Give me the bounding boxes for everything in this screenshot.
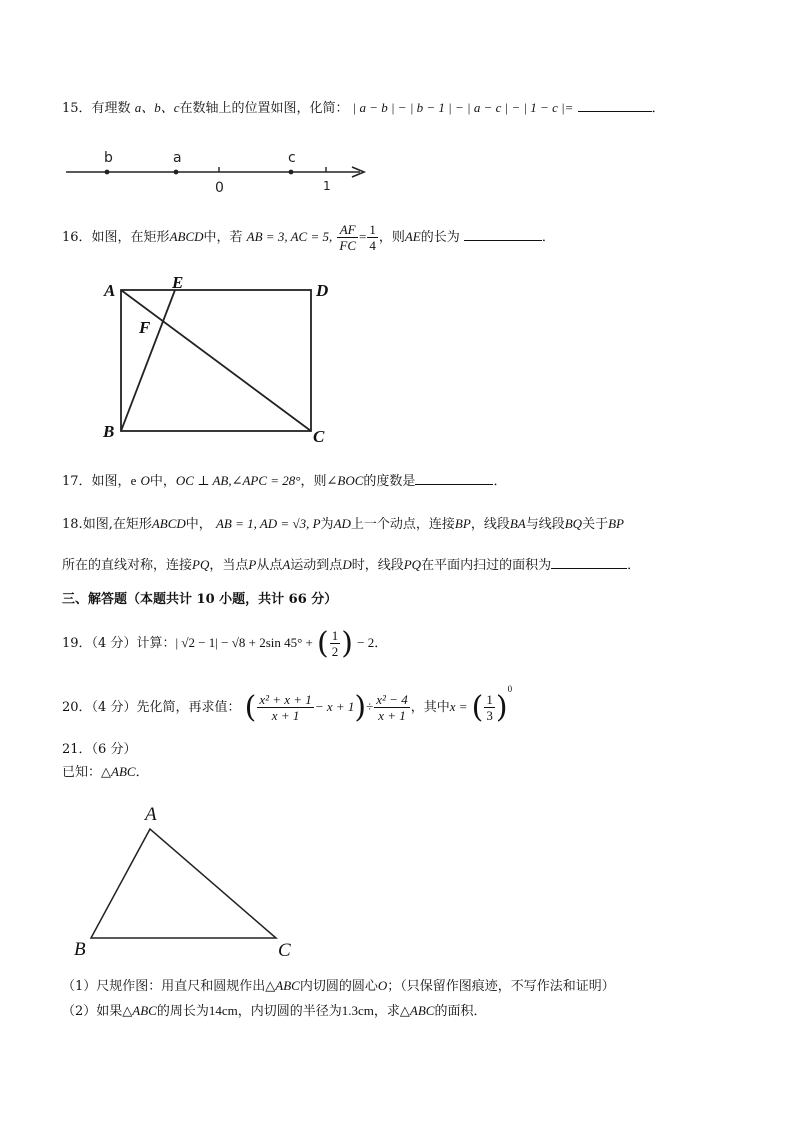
question-18-line-1: 18.如图,在矩形ABCD中， AB = 1, AD = √3, P为AD上一个动点，连接BP，线段BA与线段BQ关于BP: [62, 516, 624, 532]
question-number: 18.: [62, 517, 83, 532]
label-c: c: [288, 150, 296, 166]
vertex-b: B: [103, 422, 115, 441]
vertex-c: C: [278, 940, 291, 961]
question-21-given: 已知：△ABC．: [62, 764, 149, 780]
fraction-one-half: $\frac{1}{2}$: [331, 628, 339, 659]
triangle-abc: [91, 829, 276, 938]
question-number: 17．: [62, 474, 92, 489]
question-number: 20．: [62, 700, 92, 715]
vertex-a: A: [145, 804, 157, 825]
point-f: F: [139, 318, 151, 337]
section-heading: 三、解答题（本题共计 10 小题，共计 66 分）: [62, 592, 338, 607]
question-number: 21．: [62, 742, 92, 757]
fraction-1: $\frac{\text{x² + x + 1}}{x + 1}$: [259, 692, 312, 723]
question-20: 20．（4 分）先化简，再求值： ( $\frac{\text{x² + x + 1}}{x + 1}$ − x + 1)÷ $\frac{\text{x² − 4}}{x + 1}$ ，其中x = ( $\frac{1}{3}$ )$^0$: [62, 683, 513, 725]
question-number: 16．: [62, 230, 92, 245]
question-19: 19．（4 分）计算：| √2 − 1| − √8 + 2sin 45° + ( $\frac{1}{2}$ ) − 2．: [62, 625, 388, 661]
question-21-part-2: （2）如果△ABC的周长为14cm，内切圆的半径为1.3cm，求△ABC的面积．: [62, 1003, 487, 1019]
fraction-af-fc: $\frac{AF}{FC}$: [339, 222, 356, 253]
fraction-one-third: $\frac{1}{3}$: [486, 692, 493, 723]
vertex-d: D: [316, 281, 329, 300]
question-16: 16．如图，在矩形ABCD中，若 AB = 3, AC = 5, $\frac{AF}{FC}$ = $\frac{1}{4}$ ，则AE的长为 ．: [62, 222, 555, 253]
label-one: 1: [323, 179, 331, 193]
fraction-2: $\frac{\text{x² − 4}}{x + 1}$: [376, 692, 408, 723]
label-zero: 0: [215, 180, 224, 196]
vertex-c: C: [313, 427, 325, 446]
vertex-a: A: [104, 281, 116, 300]
question-17: 17．如图，e O中，OC ⊥ AB,∠APC = 28°，则∠BOC的度数是 ．: [62, 473, 507, 489]
question-number: 19．: [62, 636, 92, 651]
label-a: a: [173, 150, 182, 166]
question-number: 15．: [62, 101, 92, 116]
question-15: 15．有理数 a、b、c在数轴上的位置如图，化简： | a − b | − | b − 1 | − | a − c | − | 1 − c |= ．: [62, 100, 665, 116]
question-21-header: 21．（6 分）: [62, 742, 137, 757]
question-18-line-2: 所在的直线对称，连接PQ，当点P从点A运动到点D时，线段PQ在平面内扫过的面积为 ．: [62, 557, 641, 573]
question-21-part-1: （1）尺规作图：用直尺和圆规作出△ABC内切圆的圆心O；（只保留作图痕迹，不写作法和证明）: [62, 978, 615, 994]
fraction-one-quarter: $\frac{1}{4}$: [369, 222, 376, 253]
vertex-e: E: [172, 273, 184, 292]
vertex-b: B: [74, 939, 86, 960]
label-b: b: [104, 150, 113, 166]
